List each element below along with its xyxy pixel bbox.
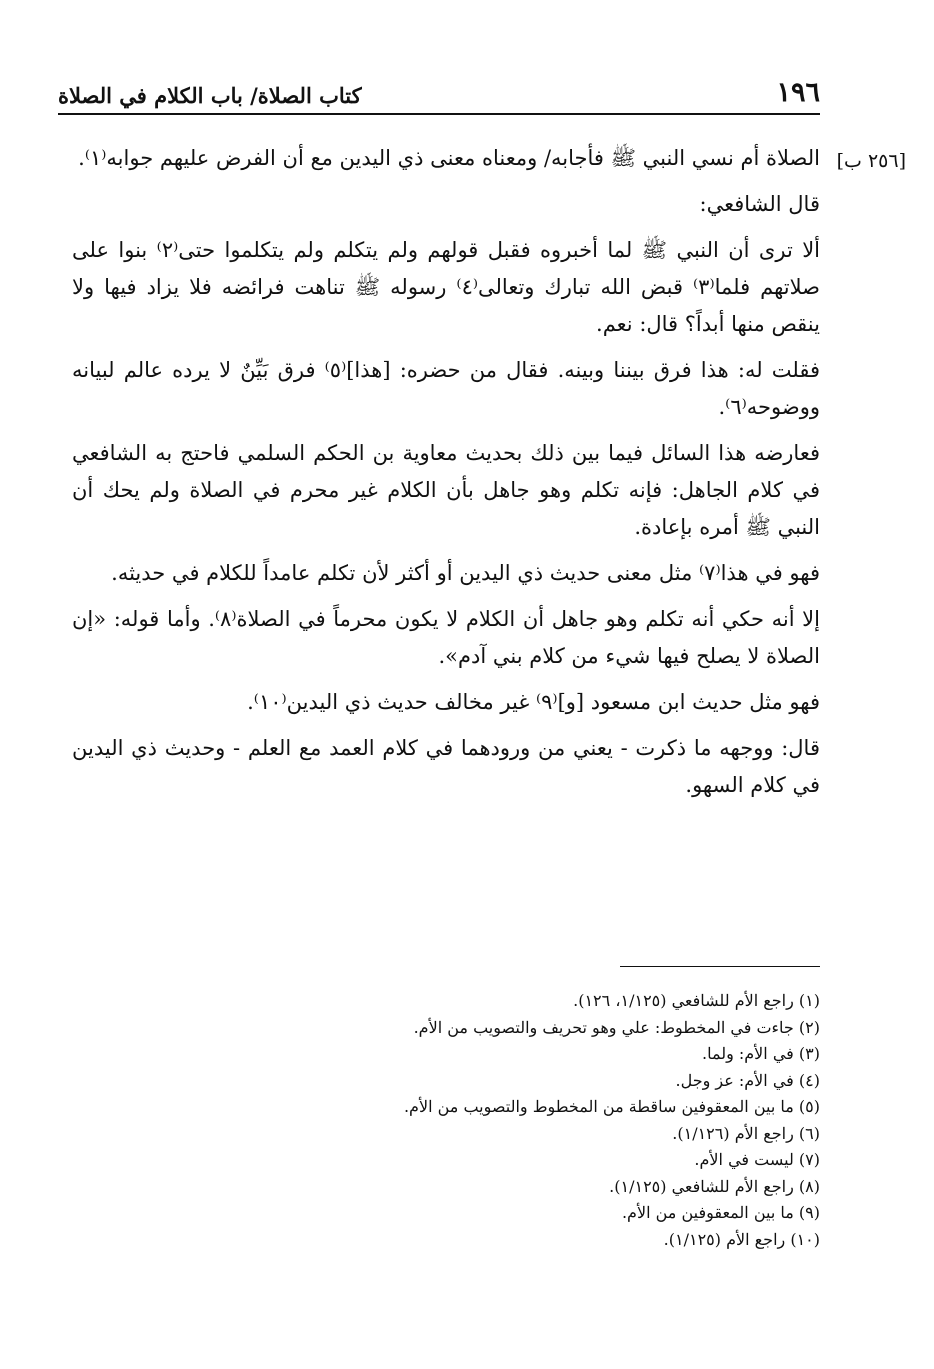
main-text: [72, 140, 820, 813]
paragraph: قال: ووجهه ما ذكرت - يعني من ورودهما في كلام العمد مع العلم - وحديث ذي اليدين في كلام السهو.: [72, 736, 820, 797]
footnote: (٧) ليست في الأم.: [694, 1150, 820, 1169]
paragraph: فقلت له: هذا فرق بيننا وبينه. فقال من حضره: [هذا]⁽٥⁾ فرق بَيِّنٌ لا يرده عالم لبيانه ووضوحه⁽٦⁾.: [72, 358, 820, 419]
manuscript-folio-note: [٢٥٦ ب]: [836, 150, 906, 172]
footnote: (٩) ما بين المعقوفين من الأم.: [621, 1203, 820, 1222]
page-number: ١٩٦: [776, 77, 820, 108]
paragraph: إلا أنه حكي أنه تكلم وهو جاهل أن الكلام لا يكون محرماً في الصلاة⁽٨⁾. وأما قوله: «إن الصلاة لا يصلح فيها شيء من كلام بني آدم».: [72, 607, 820, 668]
footnote: (٦) راجع الأم (١/١٢٦).: [672, 1123, 820, 1143]
paragraph: فعارضه هذا السائل فيما بين ذلك بحديث معاوية بن الحكم السلمي فاحتج به الشافعي في كلام الجاهل: فإنه تكلم وهو جاهل بأن الكلام غير محرم في الصلاة ولم يحك أن النبي ﷺ أمره بإعادة.: [72, 441, 820, 539]
footnote: (٣) في الأم: ولما.: [701, 1044, 820, 1063]
footnote-separator: [620, 966, 820, 967]
paragraph: قال الشافعي:: [699, 192, 820, 216]
header-rule: [58, 113, 820, 115]
footnote: (١٠) راجع الأم (١/١٢٥).: [663, 1229, 820, 1249]
running-title: كتاب الصلاة/ باب الكلام في الصلاة: [58, 83, 362, 108]
paragraph: فهو مثل حديث ابن مسعود [و]⁽٩⁾ غير مخالف حديث ذي اليدين⁽١٠⁾.: [247, 690, 820, 714]
page-header: [58, 72, 820, 108]
paragraph: الصلاة أم نسي النبي ﷺ فأجابه/ ومعناه معنى ذي اليدين مع أن الفرض عليهم جوابه⁽١⁾.: [78, 146, 820, 170]
footnote: (١) راجع الأم للشافعي (١/١٢٥، ١٢٦).: [573, 991, 820, 1010]
footnote: (٥) ما بين المعقوفين ساقطة من المخطوط والتصويب من الأم.: [403, 1097, 820, 1116]
footnote: (٢) جاءت في المخطوط: علي وهو تحريف والتصويب من الأم.: [413, 1017, 820, 1037]
footnote: (٨) راجع الأم للشافعي (١/١٢٥).: [609, 1176, 820, 1196]
footnotes: [72, 988, 820, 1253]
paragraph: فهو في هذا⁽٧⁾ مثل معنى حديث ذي اليدين أو أكثر لأن تكلم عامداً للكلام في حديثه.: [111, 561, 820, 585]
footnote: (٤) في الأم: عز وجل.: [675, 1070, 820, 1090]
paragraph: ألا ترى أن النبي ﷺ لما أخبروه فقبل قولهم ولم يتكلم ولم يتكلموا حتى⁽٢⁾ بنوا على صلاتهم فلما⁽٣⁾ قبض الله تبارك وتعالى⁽٤⁾ رسوله ﷺ تناهت فرائضه فلا يزاد فيها ولا ينقص منها أبداً؟ قال: نعم.: [72, 238, 821, 336]
